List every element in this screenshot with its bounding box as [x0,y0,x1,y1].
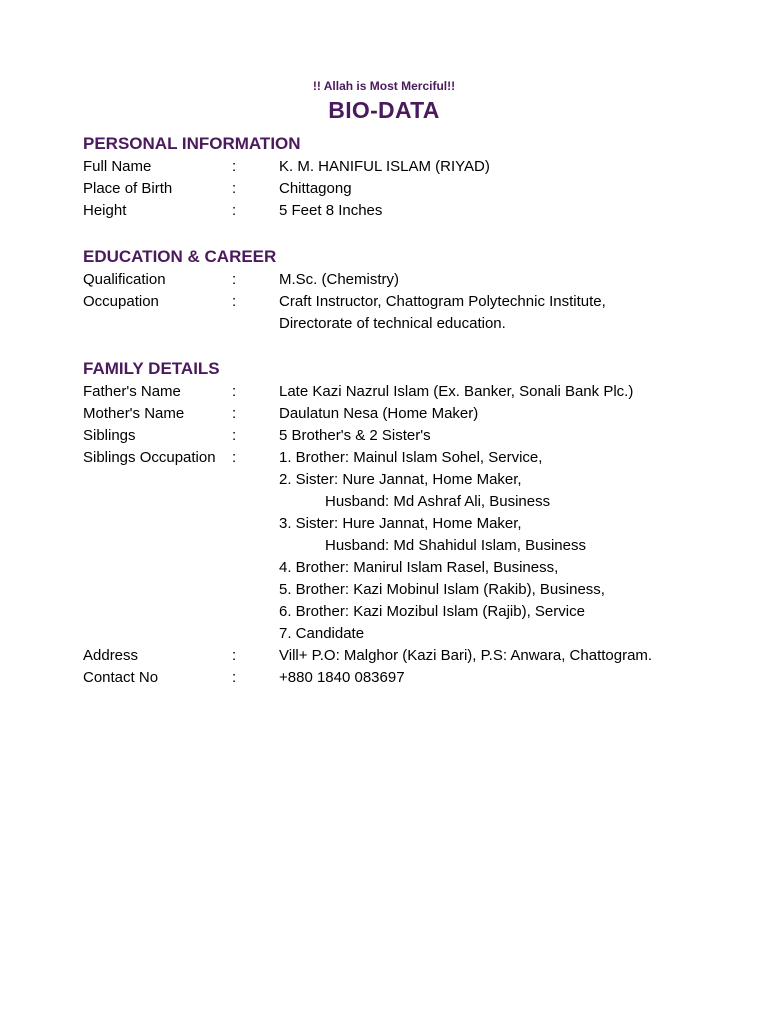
field-label: Contact No [83,669,159,686]
greeting-line: !! Allah is Most Merciful!! [312,79,456,93]
field-separator: : [232,293,237,310]
sibling-entry: 5. Brother: Kazi Mobinul Islam (Rakib), Business, [279,581,605,598]
row-mothers-name [0,403,768,425]
field-label: Father's Name [83,383,181,400]
field-separator: : [232,383,237,400]
field-value: Vill+ P.O: Malghor (Kazi Bari), P.S: Anwara, Chattogram. [279,647,653,664]
field-value-continued: Directorate of technical education. [279,315,506,332]
field-label: Siblings [83,427,136,444]
sibling-entry: 6. Brother: Kazi Mozibul Islam (Rajib), Service [279,603,585,620]
field-value: +880 1840 083697 [279,669,405,686]
section-heading-personal: PERSONAL INFORMATION [83,134,301,153]
row-qualification [0,269,768,291]
field-separator: : [232,647,237,664]
sibling-spouse-entry: Husband: Md Ashraf Ali, Business [325,493,551,510]
row-occupation-continued [0,313,768,335]
field-separator: : [232,405,237,422]
field-value: M.Sc. (Chemistry) [279,271,399,288]
field-separator: : [232,427,237,444]
row-siblings [0,425,768,447]
sibling-entry: 2. Sister: Nure Jannat, Home Maker, [279,471,522,488]
row-occupation [0,291,768,313]
sibling-entry: 4. Brother: Manirul Islam Rasel, Business, [279,559,559,576]
field-label: Height [83,202,127,219]
field-label: Full Name [83,158,152,175]
section-heading-education: EDUCATION & CAREER [83,247,277,266]
field-separator: : [232,180,237,197]
field-label: Occupation [83,293,159,310]
field-separator: : [232,158,237,175]
field-label: Mother's Name [83,405,185,422]
row-fathers-name [0,381,768,403]
field-value: 5 Feet 8 Inches [279,202,383,219]
sibling-line [0,469,768,491]
row-place-of-birth [0,178,768,200]
sibling-line [0,557,768,579]
field-value: Chittagong [279,180,352,197]
section-heading-family: FAMILY DETAILS [83,359,220,378]
sibling-line [0,601,768,623]
sibling-line [0,579,768,601]
field-value: Daulatun Nesa (Home Maker) [279,405,479,422]
field-value: Late Kazi Nazrul Islam (Ex. Banker, Sonali Bank Plc.) [279,383,634,400]
row-address [0,645,768,667]
field-value: Craft Instructor, Chattogram Polytechnic Institute, [279,293,606,310]
sibling-entry: 7. Candidate [279,625,365,642]
sibling-line [0,513,768,535]
sibling-spouse-entry: Husband: Md Shahidul Islam, Business [325,537,586,554]
page-title: BIO-DATA [328,97,440,123]
field-label: Qualification [83,271,166,288]
field-label: Siblings Occupation [83,449,216,466]
row-contact-no [0,667,768,689]
field-separator: : [232,202,237,219]
row-full-name [0,156,768,178]
field-label: Address [83,647,139,664]
field-separator: : [232,669,237,686]
row-siblings-occupation [0,447,768,469]
field-value: 5 Brother's & 2 Sister's [279,427,431,444]
field-separator: : [232,271,237,288]
field-label: Place of Birth [83,180,173,197]
row-height [0,200,768,222]
sibling-line [0,535,768,557]
sibling-entry: 3. Sister: Hure Jannat, Home Maker, [279,515,522,532]
field-value: K. M. HANIFUL ISLAM (RIYAD) [279,158,490,175]
field-separator: : [232,449,237,466]
sibling-line [0,491,768,513]
sibling-line [0,623,768,645]
field-value: 1. Brother: Mainul Islam Sohel, Service, [279,449,543,466]
